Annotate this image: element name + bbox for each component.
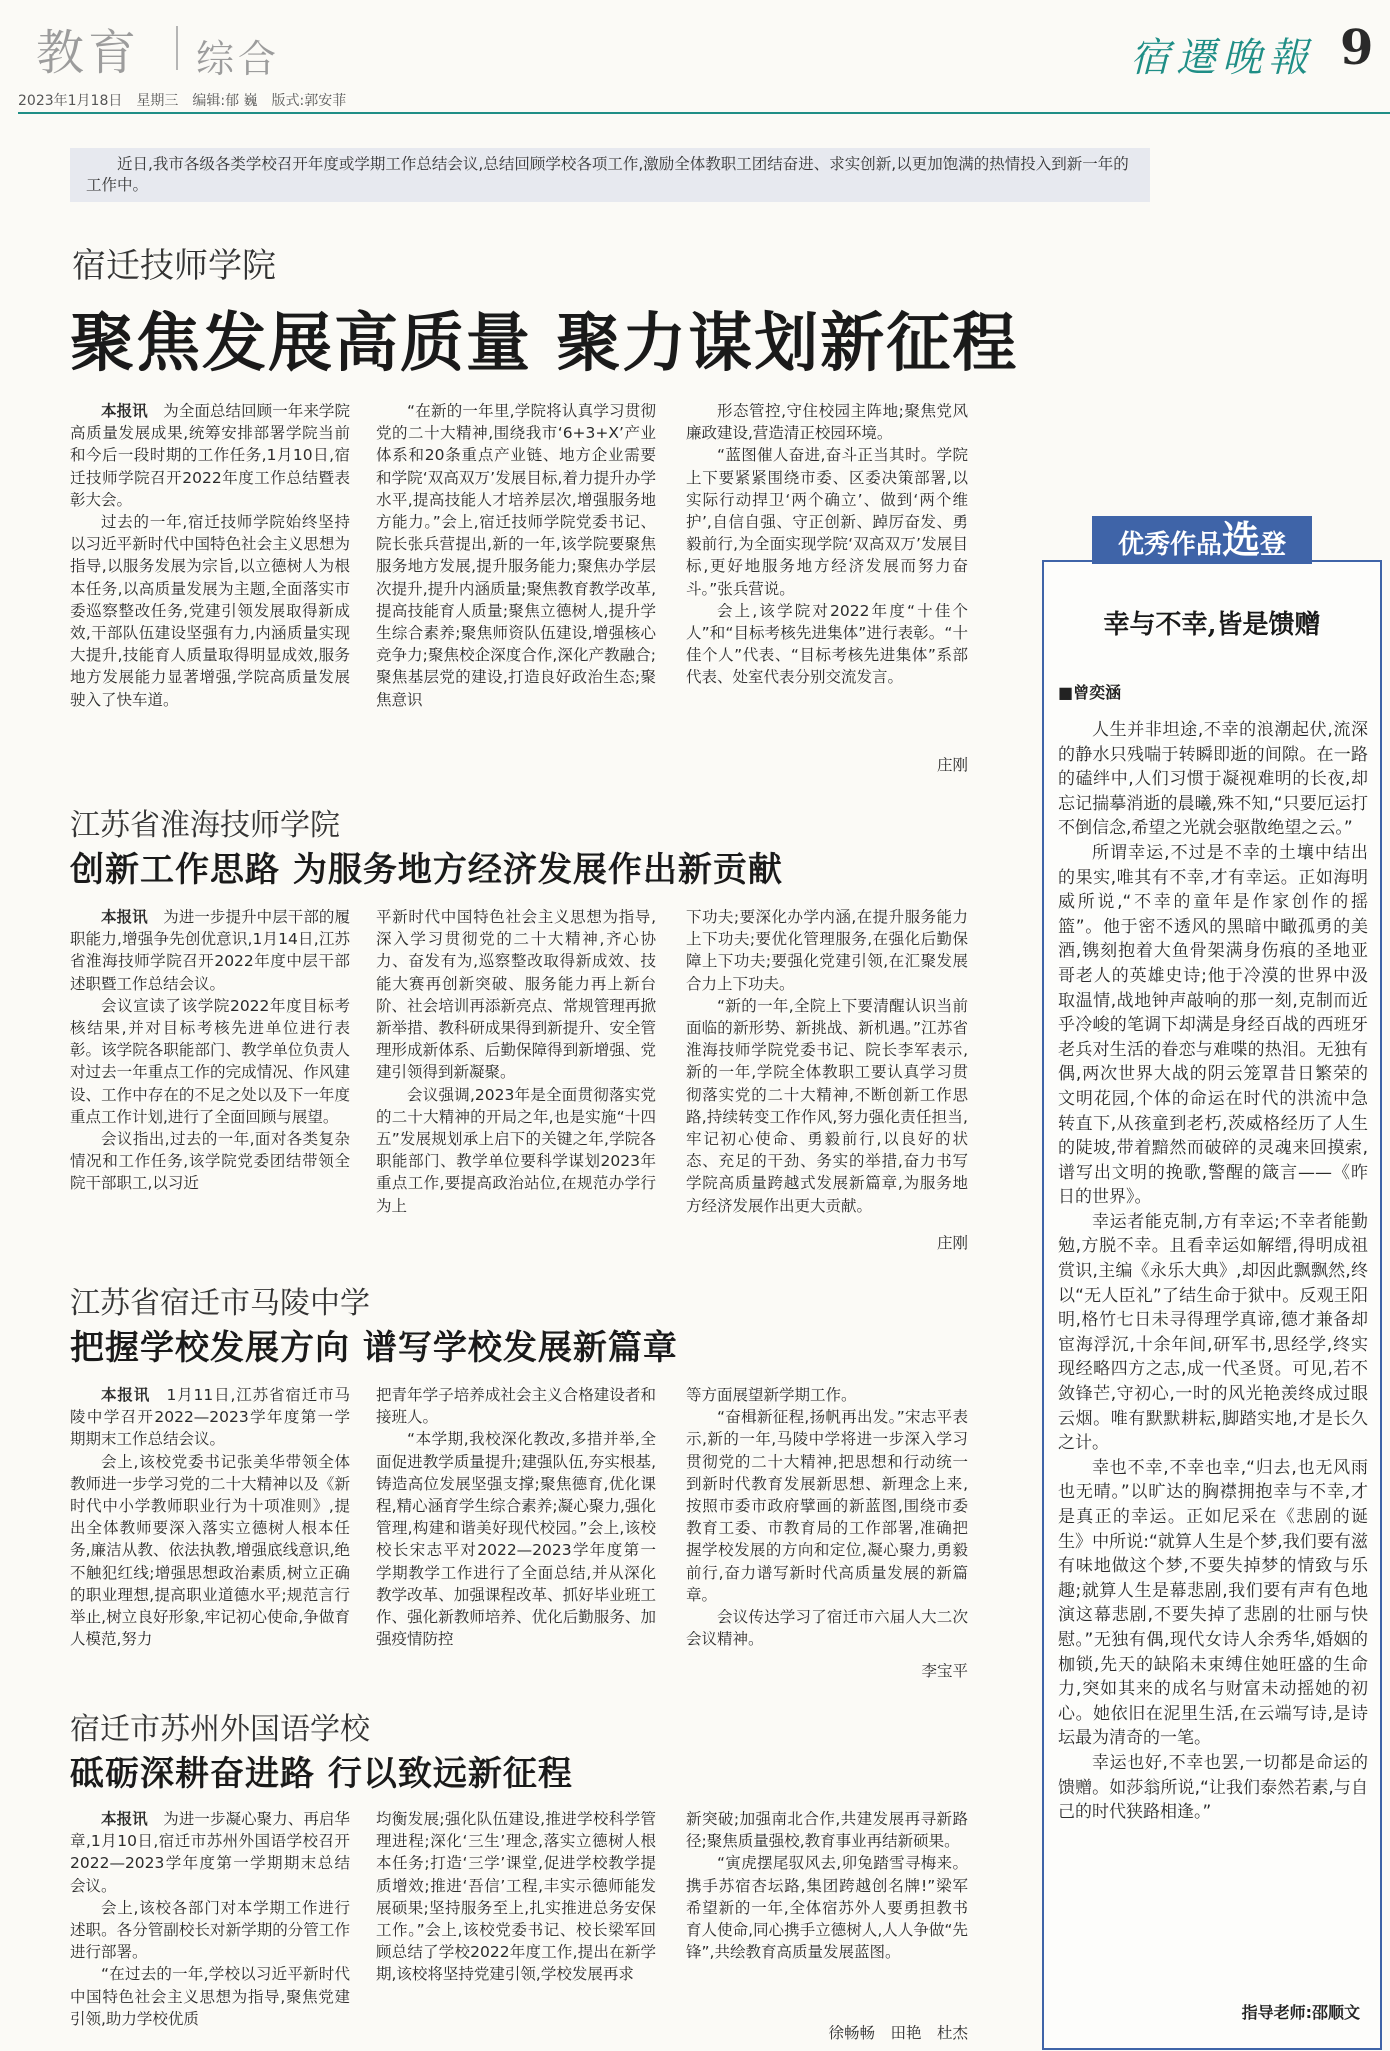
section-title: 教育 bbox=[36, 25, 141, 81]
essay-title: 幸与不幸,皆是馈赠 bbox=[1103, 610, 1321, 640]
article-4-col-2: 均衡发展;强化队伍建设,推进学校科学管理进程;深化‘三生’理念,落实立德树人根本任务;打造‘三学’课堂,促进学校教学提质增效;推进‘吾信’工程,丰实示德师能发展硕果;坚持服务至上,扎实推进总务安保工作。”会上,该校党委书记、校长梁军回顾总结了学校2022年度工作,提出在新学期,该校将坚持党建引领,学校发展再求 bbox=[376, 1810, 656, 1984]
article-4-col-3: 新突破;加强南北合作,共建发展再寻新路径;聚焦质量强校,教育事业再结新硕果。 “寅虎摆尾驭风去,卯兔踏雪寻梅来。携手苏宿杏坛路,集团跨越创名牌!”梁军希望新的一年,全体宿苏外人要勇担教书育人使命,同心携手立德树人,人人争做“先锋”,共绘教育高质量发展蓝图。 bbox=[686, 1810, 968, 1962]
article-2-col-2: 平新时代中国特色社会主义思想为指导,深入学习贯彻党的二十大精神,齐心协力、奋发有为,巡察整改取得新成效、技能大赛再创新突破、服务能力再上新台阶、社会培训再添新亮点、常规管理再掀新举措、教科研成果得到新提升、安全管理形成新体系、后勤保障得到新增强、党建引领得到新凝聚。 会议强调,2023年是全面贯彻落实党的二十大精神的开局之年,也是实施“十四五”发展规划承上启下的关键之年,学院各职能部门、教学单位要科学谋划2023年重点工作,要提高政治站位,在规范办学行为上 bbox=[376, 908, 656, 1215]
article-2-col-1: 本报讯 为进一步提升中层干部的履职能力,增强争先创优意识,1月14日,江苏省淮海技师学院召开2022年度中层干部述职暨工作总结会议。 会议宣读了该学院2022年度目标考核结果,并对目标考核先进单位进行表彰。该学院各职能部门、教学单位负责人对过去一年重点工作的完成情况、作风建设、工作中存在的不足之处以及下一年度重点工作计划,进行了全面回顾与展望。 会议指出,过去的一年,面对各类复杂情况和工作任务,该学院党委团结带领全院干部职工,以习近 bbox=[70, 908, 350, 1193]
article-1-col-2: “在新的一年里,学院将认真学习贯彻党的二十大精神,围绕我市‘6+3+X’产业体系和20条重点产业链、地方企业需要和学院‘双高双万’发展目标,着力提升办学水平,提高技能人才培养层次,增强服务地方能力。”会上,宿迁技师学院党委书记、院长张兵营提出,新的一年,该学院要聚焦服务地方发展,提升服务能力;聚焦办学层次提升,提升内涵质量;聚焦教育教学改革,提高技能育人质量;聚焦立德树人,提升学生综合素养;聚焦师资队伍建设,增强核心竞争力;聚焦校企深度合作,深化产教融合;聚焦基层党的建设,打造良好政治生态;聚焦意识 bbox=[376, 402, 656, 709]
article-1-signature: 庄刚 bbox=[936, 756, 968, 774]
lead-label: 本报讯 bbox=[101, 402, 148, 420]
article-3-col-1: 本报讯 1月11日,江苏省宿迁市马陵中学召开2022—2023学年度第一学期期末工作总结会议。 会上,该校党委书记张美华带领全体教师进一步学习党的二十大精神以及《新时代中小学教师职业行为十项准则》,提出全体教师要深入落实立德树人根本任务,廉洁从教、依法执教,增强底线意识,绝不触犯红线;增强思想政治素质,树立正确的职业理想,提高职业道德水平;规范言行举止,树立良好形象,牢记初心使命,争做育人模范,努力 bbox=[70, 1386, 350, 1649]
page-number: 9 bbox=[1340, 20, 1374, 76]
article-3-school: 江苏省宿迁市马陵中学 bbox=[70, 1286, 370, 1321]
essay-body: 人生并非坦途,不幸的浪潮起伏,流深的静水只残喘于转瞬即逝的间隙。在一路的磕绊中,人们习惯于凝视难明的长夜,却忘记揣摹消逝的晨曦,殊不知,“只要厄运打不倒信念,希望之光就会驱散绝望之云。” 所谓幸运,不过是不幸的土壤中结出的果实,唯其有不幸,才有幸运。正如海明威所说,“不幸的童年是作家创作的摇篮”。他于密不透风的黑暗中瞰孤勇的美酒,镌刻抱着大鱼骨架满身伤痕的圣地亚哥老人的英雄史诗;他于冷漠的世界中汲取温情,战地钟声敲响的那一刻,克制而近乎冷峻的笔调下却满是身经百战的西班牙老兵对生活的眷恋与难喋的热泪。无独有偶,两次世界大战的阴云笼罩昔日繁荣的文明花园,个体的命运在时代的洪流中急转直下,从孩童到老朽,茨威格经历了人生的陡坡,带着黯然而破碎的灵魂来回摸索,谱写出文明的挽歌,警醒的箴言——《昨日的世界》。 幸运者能克制,方有幸运;不幸者能勤勉,方脱不幸。且看幸运如解缙,得明成祖赏识,主编《永乐大典》,却因此飘飘然,终以“无人臣礼”了结生命于狱中。反观王阳明,格竹七日未寻得理学真谛,德才兼备却宦海浮沉,十余年间,研军书,思经学,终实现经略四方之志,成一代圣贤。可见,若不敛锋芒,守初心,一时的风光艳羡终成过眼云烟。唯有默默耕耘,脚踏实地,才是长久之计。 幸也不幸,不幸也幸,“归去,也无风雨也无晴。”以旷达的胸襟拥抱幸与不幸,才是真正的幸运。正如尼采在《悲剧的诞生》中所说:“就算人生是个梦,我们要有滋有味地做这个梦,不要失掉梦的情致与乐趣;就算人生是幕悲剧,我们要有声有色地演这幕悲剧,不要失掉了悲剧的壮丽与快慰。”无独有偶,现代女诗人余秀华,婚姻的枷锁,先天的缺陷未束缚住她旺盛的生命力,突如其来的成名与财富未动摇她的初心。她依旧在泥里生活,在云端写诗,是诗坛最为清奇的一笔。 幸运也好,不幸也罢,一切都是命运的馈赠。如莎翁所说,“让我们泰然若素,与自己的时代狭路相逢。” bbox=[1058, 720, 1368, 1823]
header-rule bbox=[18, 112, 1390, 114]
lead-label: 本报讯 bbox=[101, 908, 148, 926]
article-1-col-1: 本报讯 为全面总结回顾一年来学院高质量发展成果,统筹安排部署学院当前和今后一段时期的工作任务,1月10日,宿迁技师学院召开2022年度工作总结暨表彰大会。 过去的一年,宿迁技师学院始终坚持以习近平新时代中国特色社会主义思想为指导,以服务发展为宗旨,以立德树人为根本任务,以高质量发展为主题,全面落实市委巡察整改任务,党建引领发展取得新成效,干部队伍建设坚强有力,内涵质量实现大提升,技能育人质量取得明显成效,服务地方发展能力显著增强,学院高质量发展驶入了快车道。 bbox=[70, 402, 350, 709]
article-4-school: 宿迁市苏州外国语学校 bbox=[70, 1712, 370, 1747]
article-2-signature: 庄刚 bbox=[936, 1234, 968, 1252]
essay-advisor: 指导老师:邵顺文 bbox=[1241, 2003, 1360, 2022]
section-subtitle: 综合 bbox=[196, 37, 281, 81]
lead-label: 本报讯 bbox=[101, 1810, 148, 1828]
article-2-col-3: 下功夫;要深化办学内涵,在提升服务能力上下功夫;要优化管理服务,在强化后勤保障上下功夫;要强化党建引领,在汇聚发展合力上下功夫。 “新的一年,全院上下要清醒认识当前面临的新形势、新挑战、新机遇。”江苏省淮海技师学院党委书记、院长李军表示,新的一年,学院全体教职工要认真学习贯彻落实党的二十大精神,不断创新工作思路,持续转变工作作风,努力强化责任担当,牢记初心使命、勇毅前行,以良好的状态、充足的干劲、务实的举措,奋力书写学院高质量跨越式发展新篇章,为服务地方经济发展作出更大贡献。 bbox=[686, 908, 968, 1215]
article-3-col-2: 把青年学子培养成社会主义合格建设者和接班人。 “本学期,我校深化教改,多措并举,全面促进教学质量提升;建强队伍,夯实根基,铸造高位发展坚强支撑;聚焦德育,优化课程,精心涵育学生综合素养;凝心聚力,强化管理,构建和谐美好现代校园。”会上,该校校长宋志平对2022—2023学年度第一学期教学工作进行了全面总结,并从深化教学改革、加强课程改革、抓好毕业班工作、强化新教师培养、优化后勤服务、加强疫情防控 bbox=[376, 1386, 656, 1649]
article-3-headline: 把握学校发展方向 谱写学校发展新篇章 bbox=[70, 1328, 678, 1368]
dateline: 2023年1月18日 星期三 编辑:郁 巍 版式:郭安菲 bbox=[18, 93, 347, 109]
article-2-school: 江苏省淮海技师学院 bbox=[70, 808, 340, 843]
newspaper-name: 宿遷晚報 bbox=[1130, 35, 1314, 81]
lead-label: 本报讯 bbox=[101, 1386, 151, 1404]
article-3-col-3: 等方面展望新学期工作。 “奋楫新征程,扬帆再出发。”宋志平表示,新的一年,马陵中学将进一步深入学习贯彻党的二十大精神,把思想和行动统一到新时代教育发展新思想、新理念上来,按照市委市政府擘画的新蓝图,围绕市委教育工委、市教育局的工作部署,准确把握学校发展的方向和定位,凝心聚力,勇毅前行,奋力谱写新时代高质量发展的新篇章。 会议传达学习了宿迁市六届人大二次会议精神。 bbox=[686, 1386, 968, 1649]
article-2-headline: 创新工作思路 为服务地方经济发展作出新贡献 bbox=[70, 850, 783, 890]
featured-works-tab: 优秀作品选登 bbox=[1092, 516, 1312, 564]
article-4-signature: 徐畅畅 田艳 杜杰 bbox=[828, 2024, 968, 2042]
section-divider bbox=[176, 26, 178, 70]
article-3-signature: 李宝平 bbox=[921, 1662, 968, 1680]
essay-author: ■曾奕涵 bbox=[1058, 683, 1122, 702]
article-1-col-3: 形态管控,守住校园主阵地;聚焦党风廉政建设,营造清正校园环境。 “蓝图催人奋进,奋斗正当其时。学院上下要紧紧围绕市委、区委决策部署,以实际行动捍卫‘两个确立’、做到‘两个维护’,自信自强、守正创新、踔厉奋发、勇毅前行,为全面实现学院‘双高双万’发展目标,更好地服务地方经济发展而努力奋斗。”张兵营说。 会上,该学院对2022年度“十佳个人”和“目标考核先进集体”进行表彰。“十佳个人”代表、“目标考核先进集体”系部代表、处室代表分别交流发言。 bbox=[686, 402, 968, 687]
article-4-col-1: 本报讯 为进一步凝心聚力、再启华章,1月10日,宿迁市苏州外国语学校召开2022—2023学年度第一学期期末总结会议。 会上,该校各部门对本学期工作进行述职。各分管副校长对新学期的分管工作进行部署。 “在过去的一年,学校以习近平新时代中国特色社会主义思想为指导,聚焦党建引领,助力学校优质 bbox=[70, 1810, 350, 2028]
article-4-headline: 砥砺深耕奋进路 行以致远新征程 bbox=[70, 1754, 573, 1794]
intro-box: 近日,我市各级各类学校召开年度或学期工作总结会议,总结回顾学校各项工作,激励全体教职工团结奋进、求实创新,以更加饱满的热情投入到新一年的工作中。 bbox=[70, 148, 1150, 202]
article-1-school: 宿迁技师学院 bbox=[72, 246, 276, 286]
article-1-headline: 聚焦发展高质量 聚力谋划新征程 bbox=[70, 306, 1019, 381]
